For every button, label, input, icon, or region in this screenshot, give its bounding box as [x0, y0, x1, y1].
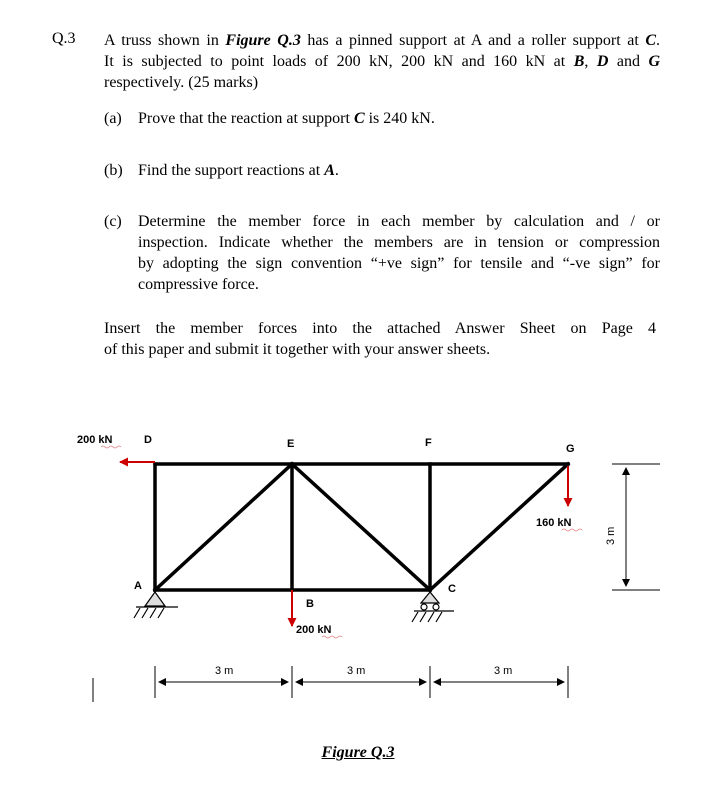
question-stem: A truss shown in Figure Q.3 has a pinned support at A and a roller support at C. It is subjected to point loads of 200 kN, 200 kN and 160 kN at B, D and G respectively. (25 marks)	[104, 32, 661, 91]
part-c-label: (c)	[104, 213, 122, 230]
instruction-line2: of this paper and submit it together with your answer sheets.	[104, 341, 491, 358]
pin-support-a	[134, 592, 178, 618]
squiggle-g	[562, 529, 582, 531]
stem-support-c: C	[645, 32, 657, 49]
node-label-b: B	[306, 598, 314, 610]
stem-line3: respectively.	[104, 74, 185, 91]
node-label-a: A	[134, 580, 142, 592]
node-label-g: G	[566, 443, 575, 455]
member-ae	[155, 464, 292, 590]
part-a-prefix: Prove that the reaction at support	[138, 110, 354, 127]
roller-support-c	[412, 592, 454, 622]
node-label-f: F	[425, 437, 432, 449]
node-label-d: D	[144, 434, 152, 446]
stem-node-b: B	[573, 53, 585, 70]
stem-node-g: G	[648, 53, 661, 70]
marks: (25 marks)	[188, 74, 259, 91]
stem-and: and	[616, 53, 640, 70]
question-number: Q.3	[52, 30, 76, 47]
part-b-suffix: .	[334, 162, 339, 179]
part-b-bold: A	[324, 162, 335, 179]
stem-figure-ref: Figure Q.3	[225, 32, 301, 49]
part-c-line3: by adopting the sign convention “+ve sign” for tensile and “-ve sign” for	[138, 255, 660, 272]
dim-label-height: 3 m	[605, 526, 617, 545]
stem-prefix: A truss shown in	[104, 32, 226, 49]
part-c-line4: compressive force.	[138, 276, 259, 293]
squiggle-d	[101, 446, 121, 448]
stem-line2: It is subjected to point loads of 200 kN, 200 kN and 160 kN at	[104, 53, 574, 70]
node-label-c: C	[448, 583, 456, 595]
part-b-label: (b)	[104, 162, 123, 179]
node-label-e: E	[287, 438, 295, 450]
load-label-b: 200 kN	[296, 624, 332, 636]
stem-rest: has a pinned support at A and a roller support at	[300, 32, 646, 49]
stem-node-d: D	[596, 53, 609, 70]
dim-label-span1: 3 m	[215, 665, 234, 677]
load-label-d: 200 kN	[77, 434, 113, 446]
height-dimension	[612, 464, 660, 590]
part-a-suffix: is 240 kN.	[364, 110, 435, 127]
instruction-line1: Insert the member forces into the attached Answer Sheet on Page 4	[104, 320, 656, 337]
part-a-label: (a)	[104, 110, 122, 127]
dim-label-span2: 3 m	[347, 665, 366, 677]
part-a-bold: C	[353, 110, 365, 127]
dim-label-span3: 3 m	[494, 665, 513, 677]
part-b-prefix: Find the support reactions at	[138, 162, 325, 179]
load-label-g: 160 kN	[536, 517, 572, 529]
member-ec	[292, 464, 430, 590]
part-c-line2: inspection. Indicate whether the members are in tension or compression	[138, 234, 660, 251]
squiggle-b	[322, 636, 342, 638]
part-c-line1: Determine the member force in each member by calculation and / or	[138, 213, 660, 230]
figure-caption: Figure Q.3	[321, 744, 395, 761]
